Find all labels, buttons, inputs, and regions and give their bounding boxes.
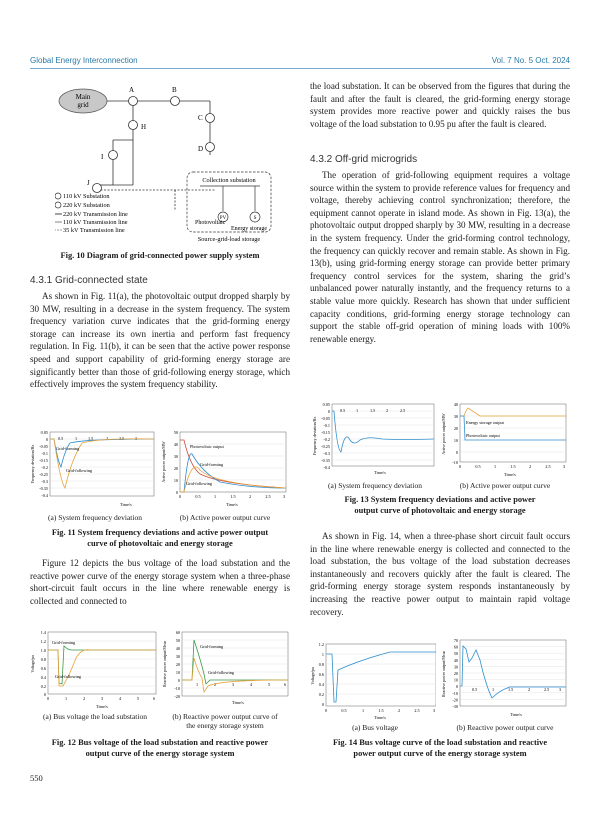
sec-432-paragraph: The operation of grid-following equipment requires a voltage source within the system to provide reference values for frequency and voltage, thereby achieving control synchronization; therefore, the equipment cannot operate in island mode. As shown in Fig. 13(a), the photovoltaic output dropped sharply by 30 MW, resulting in a decrease in the system frequency. Under the grid-forming control technology, the frequency can quickly recover and remain stable. As shown in Fig. 13(b), using grid-forming energy storage can provide better primary frequency control services for the system, sharing the grid’s unbalanced power naturally instantly, and the frequency returns to a stable value more quickly. Research has shown that under sufficient capacity conditions, grid-forming energy storage technology can support the stable off-grid operation of mining loads with 100% renewable energy.	[310, 170, 570, 344]
xtick: 3	[135, 436, 138, 441]
ytick: -0.35	[39, 486, 48, 491]
fig12b-label-gfl: Grid-following	[208, 670, 235, 675]
fig13b-ylabel: Active power output/MW	[441, 413, 446, 455]
ytick: 0.4	[318, 682, 324, 687]
ytick: -10	[452, 460, 458, 465]
xtick: 0	[178, 494, 182, 499]
node-b	[171, 97, 180, 106]
fig12a-xticks	[47, 696, 155, 701]
fig13b-label-pv: Photovoltaic output	[466, 433, 500, 438]
xtick: 4	[250, 682, 253, 687]
label-a: A	[129, 86, 135, 94]
fig14b-subcaption: (b) Reactive power output curve	[456, 723, 554, 732]
fig12b-xlabel: Time/s	[232, 700, 244, 705]
ytick: 0.05	[40, 430, 48, 435]
label-d: D	[198, 145, 204, 153]
ytick: 20	[453, 426, 458, 431]
ytick: 10	[453, 677, 458, 683]
fig12-caption	[30, 737, 290, 759]
xtick: 2.5	[544, 687, 550, 692]
fig12b-yticks	[174, 630, 180, 699]
ytick: -0.3	[41, 479, 48, 484]
fig11b-yticks	[174, 430, 178, 495]
ytick: -0.4	[41, 493, 48, 498]
fig11a-ylabel: Frequency deviation/Hz	[30, 444, 35, 484]
xtick: 2	[214, 682, 217, 687]
ytick: 0	[455, 684, 458, 690]
ytick: 0.2	[40, 684, 46, 689]
xtick: 6	[152, 696, 156, 701]
ytick: -0.3	[323, 451, 330, 456]
xtick: 0.5	[195, 494, 201, 499]
xtick: 2	[397, 708, 401, 713]
xtick: 2	[528, 687, 531, 692]
fig13-caption-line1: Fig. 13 System frequency deviations and active power	[344, 495, 536, 504]
xtick: 5	[136, 696, 140, 701]
ytick: 40	[453, 657, 458, 663]
ytick: 0	[455, 450, 458, 455]
fig13a-chart	[312, 400, 438, 482]
ytick: 1	[321, 652, 324, 657]
fig10-lines	[97, 101, 210, 190]
ytick: 70	[453, 638, 458, 643]
fig12a-label-gfl: Grid-following	[55, 674, 82, 679]
ytick: -20	[174, 694, 180, 699]
fig12b-sub-line1: (b) Reactive power output curve of	[172, 712, 278, 721]
ytick: 50	[175, 638, 180, 643]
fig14a-chart	[310, 640, 436, 722]
fig11a-subcaption: (a) System frequency deviation	[48, 513, 142, 522]
xtick: 1	[361, 708, 365, 713]
label-i: I	[101, 153, 104, 161]
fig10-diagram	[55, 80, 275, 248]
ytick: 0.8	[40, 657, 46, 662]
label-b: B	[172, 86, 177, 94]
fig14-caption-line1: Fig. 14 Bus voltage curve of the load substation and reactive	[332, 738, 548, 747]
photovoltaic-label: Photovoltaic	[195, 220, 226, 226]
xtick: 2	[248, 494, 252, 499]
fig11b-subcaption: (b) Active power output curve	[179, 513, 271, 522]
xtick: 2.5	[119, 436, 125, 441]
label-c: C	[198, 114, 203, 122]
xtick: 2.5	[414, 708, 420, 713]
ytick: 0	[175, 490, 178, 495]
fig11a-xlabel: Time/s	[120, 502, 132, 507]
node-i	[109, 151, 118, 160]
fig14-caption	[310, 737, 570, 759]
xtick: 1.5	[510, 464, 516, 469]
fig12b-ylabel: Reactive power output/Mvar	[162, 641, 167, 687]
xtick: 2.5	[400, 408, 406, 413]
ytick: 50	[453, 651, 458, 657]
fig14a-yticks	[319, 642, 325, 707]
fig14b-xlabel: Time/s	[510, 712, 522, 717]
ytick: 1.0	[40, 648, 46, 653]
fig12b-subcaption	[160, 712, 290, 730]
legend-110kv-sub: 110 kV Substation	[63, 193, 110, 200]
xtick: 1	[213, 494, 217, 499]
legend-220kv-sub: 220 kV Substation	[63, 202, 110, 209]
ytick: 0.6	[40, 666, 46, 671]
ytick: -0.4	[323, 465, 330, 470]
node-d	[206, 143, 215, 152]
ytick: 1.4	[40, 630, 46, 635]
ytick: 0	[177, 678, 180, 683]
ytick: -0.2	[323, 437, 330, 442]
xtick: 2.5	[545, 464, 551, 469]
ytick: -0.1	[41, 451, 48, 456]
xtick: 0	[324, 708, 328, 713]
xtick: 1.5	[88, 436, 94, 441]
ytick: 10	[453, 438, 458, 443]
xtick: 3	[100, 696, 104, 701]
fig12-caption-line1: Fig. 12 Bus voltage of the load substation and reactive power	[51, 738, 269, 747]
ytick: 0.4	[40, 675, 46, 680]
node-j	[93, 184, 102, 193]
ytick: -0.15	[321, 430, 330, 435]
fig12b-sub-line2: the energy storage system	[186, 721, 264, 730]
xtick: 5	[268, 682, 271, 687]
sec-432-heading: 4.3.2 Off-grid microgrids	[310, 154, 418, 165]
fig12-intro-paragraph: Figure 12 depicts the bus voltage of the load substation and the reactive power curve of the energy storage system when a three-phase short-circuit fault occurs in the line where renewable energy is collected and connected to	[30, 558, 290, 606]
xtick: 1	[196, 682, 199, 687]
ytick: 20	[173, 466, 178, 471]
fig11b-chart	[160, 428, 290, 512]
fig11a-label-gf: Grid-forming	[56, 446, 80, 451]
ytick: 0.2	[318, 692, 324, 697]
xtick: 3	[559, 687, 562, 692]
xtick: 2	[386, 408, 389, 413]
fig13a-ylabel: Frequency deviation/Hz	[312, 416, 317, 456]
xtick: 0.5	[340, 408, 346, 413]
fig13b-subcaption: (b) Active power output curve	[459, 481, 551, 490]
fig12b-chart	[160, 628, 290, 710]
fig13b-chart	[440, 400, 570, 482]
ytick: 0	[43, 692, 46, 697]
fig11b-xlabel: Time/s	[226, 502, 238, 507]
fig13-caption	[310, 494, 570, 516]
fig11a-chart	[30, 428, 158, 512]
fig12-caption-line2: output curve of the energy storage system	[85, 749, 235, 758]
legend-110kv-line: 110 kV Transmission line	[63, 219, 128, 226]
ytick: -0.15	[39, 458, 48, 463]
ytick: -10	[174, 686, 180, 691]
xtick: 3	[562, 464, 566, 469]
ytick: 10	[173, 478, 178, 483]
main-grid-label-2: grid	[77, 101, 89, 109]
xtick: 6	[284, 682, 287, 687]
ytick: 0	[321, 702, 324, 707]
main-grid-label-1: Main	[75, 93, 91, 101]
node-a	[129, 97, 138, 106]
fig11-caption	[30, 527, 290, 549]
ytick: 30	[453, 414, 458, 419]
ytick: 1.2	[40, 639, 46, 644]
fig10-caption: Fig. 10 Diagram of grid-connected power supply system	[60, 251, 260, 260]
xtick: 1.5	[230, 494, 236, 499]
ytick: 0.6	[318, 672, 324, 677]
fig13b-label-storage: Energy storage output	[466, 420, 504, 425]
fig14a-xlabel: Time/s	[374, 715, 386, 720]
ytick: 0.05	[322, 402, 330, 407]
fig13b-xticks	[459, 464, 565, 469]
ytick: -0.05	[39, 444, 48, 449]
xtick: 4	[118, 696, 122, 701]
ytick: -0.05	[321, 416, 330, 421]
fig12b-label-gf: Grid-forming	[200, 644, 224, 649]
s-label: S	[253, 216, 257, 221]
xtick: 1	[492, 687, 495, 692]
ytick: -0.25	[321, 444, 330, 449]
xtick: 0.5	[341, 708, 347, 713]
fig12a-ylabel: Voltage/pu	[30, 655, 35, 673]
label-h: H	[141, 123, 147, 131]
fig11-caption-line1: Fig. 11 System frequency deviations and active power output	[51, 528, 269, 537]
xtick: 0.5	[58, 436, 64, 441]
xtick: 3	[232, 682, 235, 687]
fig13a-xlabel: Time/s	[374, 470, 386, 475]
header-rule	[30, 68, 570, 69]
fig13a-subcaption: (a) System frequency deviation	[328, 481, 422, 490]
ytick: 40	[173, 442, 178, 447]
collection-substation-label: Collection substation	[202, 177, 256, 184]
xtick: 3	[432, 708, 436, 713]
ytick: 30	[173, 454, 178, 459]
xtick: 2	[106, 436, 109, 441]
xtick: 1.5	[370, 408, 376, 413]
ytick: 0	[45, 437, 48, 442]
fig14-intro-paragraph: As shown in Fig. 14, when a three-phase short circuit fault occurs in the line where renewable energy is collected and connected to the load substation, the bus voltage of the load substation decreases instantaneously and recovers quickly after the fault is cleared. The grid-forming energy storage system responds instantaneously by increasing the reactive power output to maintain rapid voltage recovery.	[310, 531, 570, 617]
ytick: 50	[173, 430, 178, 435]
ytick: 30	[175, 654, 180, 659]
ytick: 20	[175, 662, 180, 667]
xtick: 0.5	[472, 687, 478, 692]
fig13b-xlabel: Time/s	[504, 472, 516, 477]
page-number: 550	[30, 773, 43, 783]
ytick: 0.8	[318, 662, 324, 667]
ytick: 40	[175, 646, 180, 651]
ytick: -0.25	[39, 472, 48, 477]
ytick: -0.1	[323, 423, 330, 428]
fig11a-label-gfl: Grid-following	[66, 468, 93, 473]
xtick: 1	[64, 696, 68, 701]
fig11b-label-gf: Grid-forming	[200, 462, 224, 467]
fig11a-yticks	[39, 430, 49, 498]
fig11b-xticks	[179, 494, 285, 499]
legend-35kv-line: 35 kV Transmission line	[63, 227, 125, 234]
fig14b-ylabel: Reactive power output/Mvar	[441, 651, 446, 697]
xtick: 1	[356, 408, 359, 413]
sec-431-paragraph: As shown in Fig. 11(a), the photovoltaic output dropped sharply by 30 MW, resulting in a decrease in the system frequency. The system frequency variation curve indicates that the grid-forming energy storage can increase its own inertia and perform fast frequency regulation. In Fig. 11(b), it can be seen that the active power response speed and support capability of grid-forming energy storage are significantly better than those of grid-following energy storage, which effectively improves the system frequency stability.	[30, 291, 290, 390]
energy-storage-label: Energy storage	[231, 226, 268, 232]
fig13b-yticks	[452, 402, 458, 465]
fig12a-xlabel: Time/s	[96, 704, 108, 709]
fig11b-label-pv: Photovoltaic output	[190, 444, 224, 449]
legend-220kv-line: 220 kV Transmission line	[63, 211, 128, 218]
ytick: -10	[452, 690, 458, 696]
fig12a-subcaption: (a) Bus voltage the load substation	[43, 712, 147, 721]
xtick: 0	[458, 464, 462, 469]
ytick: 60	[453, 644, 458, 650]
xtick: 2	[528, 464, 532, 469]
fig14a-ylabel: Voltage/pu	[310, 667, 315, 685]
xtick: 0.5	[475, 464, 481, 469]
node-c	[206, 114, 215, 123]
ytick: 1.2	[318, 642, 324, 647]
ytick: 10	[175, 670, 180, 675]
fig13a-yticks	[321, 402, 331, 470]
fig13-caption-line2: output curve of photovoltaic and energy storage	[354, 506, 526, 515]
xtick: 1.5	[508, 687, 514, 692]
fig14b-chart	[440, 636, 570, 722]
fig10-legend	[55, 193, 128, 234]
fig12a-label-gf: Grid-forming	[52, 640, 76, 645]
ytick: 60	[175, 630, 180, 635]
ytick: -30	[452, 704, 458, 709]
ytick: 40	[453, 402, 458, 407]
ytick: -0.2	[41, 465, 48, 470]
ytick: -0.35	[321, 458, 330, 463]
fig14a-subcaption: (a) Bus voltage	[352, 723, 398, 732]
fig11b-label-gfl: Grid-following	[186, 481, 213, 486]
source-grid-load-label: Source-grid-load storage	[197, 236, 261, 243]
pv-label: PV	[219, 216, 227, 221]
ytick: 20	[453, 671, 458, 676]
xtick: 2	[82, 696, 86, 701]
issue-info: Vol. 7 No. 5 Oct. 2024	[491, 56, 570, 65]
fig11b-ylabel: Active power output/MW	[161, 441, 166, 483]
ytick: -20	[452, 697, 458, 703]
fig14-caption-line2: power output curve of the energy storage system	[353, 749, 527, 758]
xtick: 2.5	[265, 494, 271, 499]
label-j: J	[87, 179, 90, 187]
xtick: 3	[282, 494, 286, 499]
xtick: 1	[493, 464, 497, 469]
sec-431-heading: 4.3.1 Grid-connected state	[30, 275, 148, 286]
ytick: 30	[453, 664, 458, 670]
right-continuation-paragraph: the load substation. It can be observed from the figures that during the fault and after the fault is cleared, the grid-forming energy storage system provides more reactive power and quickly raises the bus voltage of the load substation to 0.95 pu after the fault is cleared.	[310, 81, 570, 129]
xtick: 1	[75, 436, 78, 441]
xtick: 0	[46, 696, 50, 701]
journal-name: Global Energy Interconnection	[30, 56, 138, 65]
xtick: 1.5	[378, 708, 384, 713]
fig12a-chart	[30, 628, 158, 710]
fig12a-yticks	[41, 630, 47, 697]
fig14b-yticks	[452, 638, 458, 709]
fig11-caption-line2: curve of photovoltaic and energy storage	[87, 539, 233, 548]
fig14a-xticks	[325, 708, 435, 713]
node-h	[129, 121, 138, 130]
ytick: 0	[327, 409, 330, 414]
